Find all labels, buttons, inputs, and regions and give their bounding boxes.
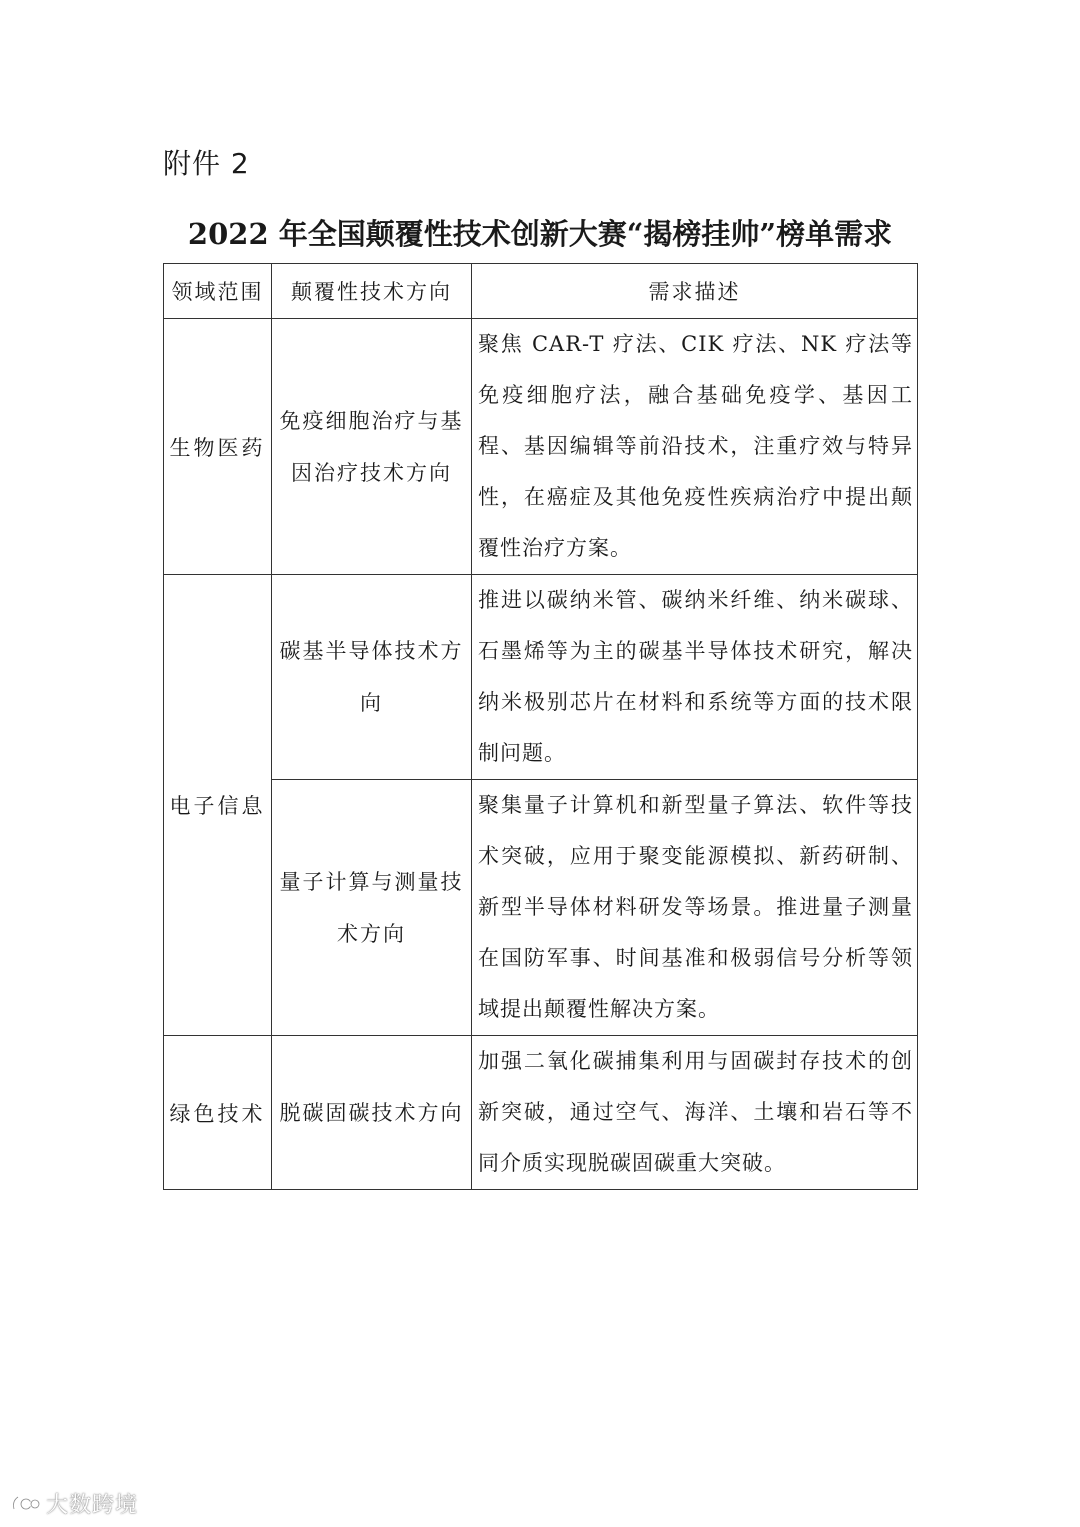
domain-cell: 生物医药: [164, 319, 272, 575]
table-header-row: [164, 264, 918, 319]
watermark-text: 大数跨境: [46, 1493, 139, 1518]
watermark-logo-icon: [10, 1493, 40, 1515]
table-row: [164, 1036, 918, 1190]
table-row: [164, 319, 918, 575]
header-description: 需求描述: [472, 264, 918, 319]
description-cell: 聚集量子计算机和新型量子算法、软件等技术突破，应用于聚变能源模拟、新药研制、新型半导体材料研发等场景。推进量子测量在国防军事、时间基准和极弱信号分析等领域提出颠覆性解决方案。: [472, 780, 918, 1036]
description-cell: 推进以碳纳米管、碳纳米纤维、纳米碳球、石墨烯等为主的碳基半导体技术研究，解决纳米极别芯片在材料和系统等方面的技术限制问题。: [472, 575, 918, 780]
table-row: [164, 780, 918, 1036]
description-cell: 加强二氧化碳捕集利用与固碳封存技术的创新突破，通过空气、海洋、土壤和岩石等不同介质实现脱碳固碳重大突破。: [472, 1036, 918, 1190]
watermark: [10, 1488, 138, 1519]
header-domain: 领域范围: [164, 264, 272, 319]
header-direction: 颠覆性技术方向: [272, 264, 472, 319]
document-title: 2022 年全国颠覆性技术创新大赛“揭榜挂帅”榜单需求: [187, 217, 893, 251]
description-cell: 聚焦 CAR-T 疗法、CIK 疗法、NK 疗法等免疫细胞疗法，融合基础免疫学、基因工程、基因编辑等前沿技术，注重疗效与特异性，在癌症及其他免疫性疾病治疗中提出颠覆性治疗方案。: [472, 319, 918, 575]
direction-cell: 免疫细胞治疗与基因治疗技术方向: [272, 319, 472, 575]
requirements-table: [163, 263, 918, 1190]
table-row: [164, 575, 918, 780]
domain-cell: 绿色技术: [164, 1036, 272, 1190]
attachment-label: 附件 2: [163, 147, 250, 180]
direction-cell: 碳基半导体技术方向: [272, 575, 472, 780]
domain-cell: 电子信息: [164, 575, 272, 1036]
direction-cell: 量子计算与测量技术方向: [272, 780, 472, 1036]
direction-cell: 脱碳固碳技术方向: [272, 1036, 472, 1190]
